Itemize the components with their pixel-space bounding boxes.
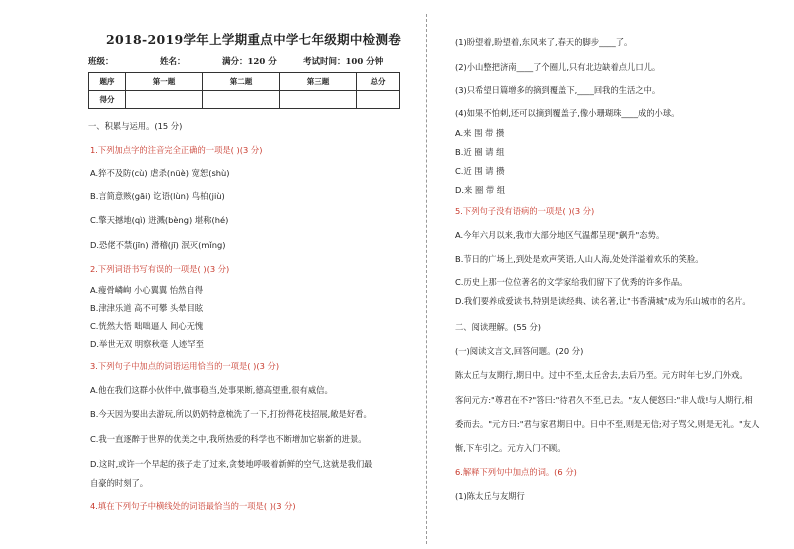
q2-option-b: B.津津乐道 高不可攀 头晕目眩	[90, 303, 204, 313]
column-divider	[426, 14, 427, 544]
question-1: 1.下列加点字的注音完全正确的一项是( )(3 分)	[90, 145, 263, 155]
score-cell	[203, 91, 280, 109]
q4-sentence-4: (4)如果不怕刺,还可以摘到覆盖子,像小珊瑚珠____成的小球。	[455, 108, 680, 118]
subsection-heading: (一)阅读文言文,回答问题。(20 分)	[455, 346, 584, 356]
section-heading: 二、阅读理解。(55 分)	[455, 322, 542, 332]
passage-line: 陈太丘与友期行,期日中。过中不至,太丘舍去,去后乃至。元方时年七岁,门外戏。	[455, 370, 748, 380]
section-heading: 一、积累与运用。(15 分)	[88, 121, 183, 131]
q2-option-c: C.恍然大悟 咄咄逼人 间心无愧	[90, 321, 204, 331]
q4-option-c: C.近 围 请 攒	[455, 166, 505, 176]
score-table-header: 第三题	[280, 73, 357, 91]
q4-option-b: B.近 圈 请 组	[455, 147, 505, 157]
passage-line: 惭,下车引之。元方入门不顾。	[455, 443, 566, 453]
passage-line: 委而去。"元方曰:"君与家君期日中。日中不至,则是无信;对子骂父,则是无礼。"友人	[455, 419, 760, 429]
q3-option-c: C.我一直逐醉于世界的优美之中,我所热爱的科学也不断增加它崭新的进景。	[90, 434, 367, 444]
q2-option-d: D.举世无双 明察秋毫 人迹罕至	[90, 339, 204, 349]
score-table-score-row	[89, 91, 400, 109]
score-table-header: 第一题	[126, 73, 203, 91]
score-cell	[280, 91, 357, 109]
q2-option-a: A.瘦骨嶙峋 小心翼翼 怡然自得	[90, 285, 204, 295]
score-table	[88, 72, 400, 109]
q3-option-a: A.他在我们这群小伙伴中,做事稳当,处事果断,德高望重,很有威信。	[90, 385, 333, 395]
q3-option-d-cont: 自豪的时刻了。	[90, 478, 149, 488]
score-cell	[126, 91, 203, 109]
exam-time-label: 考试时间：100 分钟	[303, 57, 384, 67]
score-table-header: 题序	[89, 73, 126, 91]
q4-sentence-1: (1)盼望着,盼望着,东风来了,春天的脚步____了。	[455, 37, 633, 47]
q4-sentence-3: (3)只希望日篇增多的摘到覆盖下,____回我的生活之中。	[455, 85, 661, 95]
question-4: 4.填在下列句子中横线处的词语最恰当的一项是( )(3 分)	[90, 501, 296, 511]
score-table-header: 第二题	[203, 73, 280, 91]
full-score-label: 满分：120 分	[222, 57, 277, 67]
exam-title: 2018-2019学年上学期重点中学七年级期中检测卷	[106, 32, 402, 47]
q5-option-c: C.历史上那一位位著名的文学家给我们留下了优秀的许多作品。	[455, 277, 688, 287]
question-6: 6.解释下列句中加点的词。(6 分)	[455, 467, 577, 477]
class-label: 班级：	[88, 57, 114, 67]
q4-sentence-2: (2)小山整把济南____了个圈儿,只有北边缺着点儿口儿。	[455, 62, 661, 72]
q6-item-1: (1)陈太丘与友期行	[455, 491, 525, 501]
name-label: 姓名：	[160, 57, 186, 67]
q5-option-b: B.节日的广场上,到处是欢声笑语,人山人海,处处洋溢着欢乐的笑脸。	[455, 254, 704, 264]
q4-option-d: D.来 圈 带 组	[455, 185, 506, 195]
question-3: 3.下列句子中加点的词语运用恰当的一项是( )(3 分)	[90, 361, 280, 371]
q3-option-b: B.今天因为要出去游玩,所以奶奶特意梳洗了一下,打扮得花枝招展,敞是好看。	[90, 409, 372, 419]
q1-option-d: D.恐佬不禁(jīn) 滑稽(jī) 泯灭(mǐng)	[90, 240, 226, 250]
q4-option-a: A.来 围 带 攒	[455, 128, 505, 138]
score-row-label: 得分	[89, 91, 126, 109]
q1-option-a: A.猝不及防(cù) 虐杀(nüè) 宽恕(shù)	[90, 168, 230, 178]
q5-option-a: A.今年六月以来,我市大部分地区气温都呈现"飙升"态势。	[455, 230, 665, 240]
question-2: 2.下列词语书写有误的一项是( )(3 分)	[90, 264, 230, 274]
q1-option-b: B.言简意赅(gāi) 讫语(lùn) 鸟柏(jiù)	[90, 191, 225, 201]
q5-option-d: D.我们要养成爱读书,特别是读经典、读名著,让"书香满城"成为乐山城市的名片。	[455, 296, 751, 306]
passage-line: 客问元方:"尊君在不?"答曰:"待君久不至,已去。"友人便怒曰:"非人哉!与人期行,相	[455, 395, 753, 405]
score-table-header-row	[89, 73, 400, 91]
question-5: 5.下列句子没有语病的一项是( )(3 分)	[455, 206, 595, 216]
q1-option-c: C.擎天撼地(qì) 迸溅(bèng) 堪称(hé)	[90, 215, 229, 225]
score-table-header: 总分	[357, 73, 400, 91]
score-cell	[357, 91, 400, 109]
q3-option-d: D.这时,或许一个早起的孩子走了过来,贪婪地呼吸着新鲜的空气,这就是我们最	[90, 459, 373, 469]
